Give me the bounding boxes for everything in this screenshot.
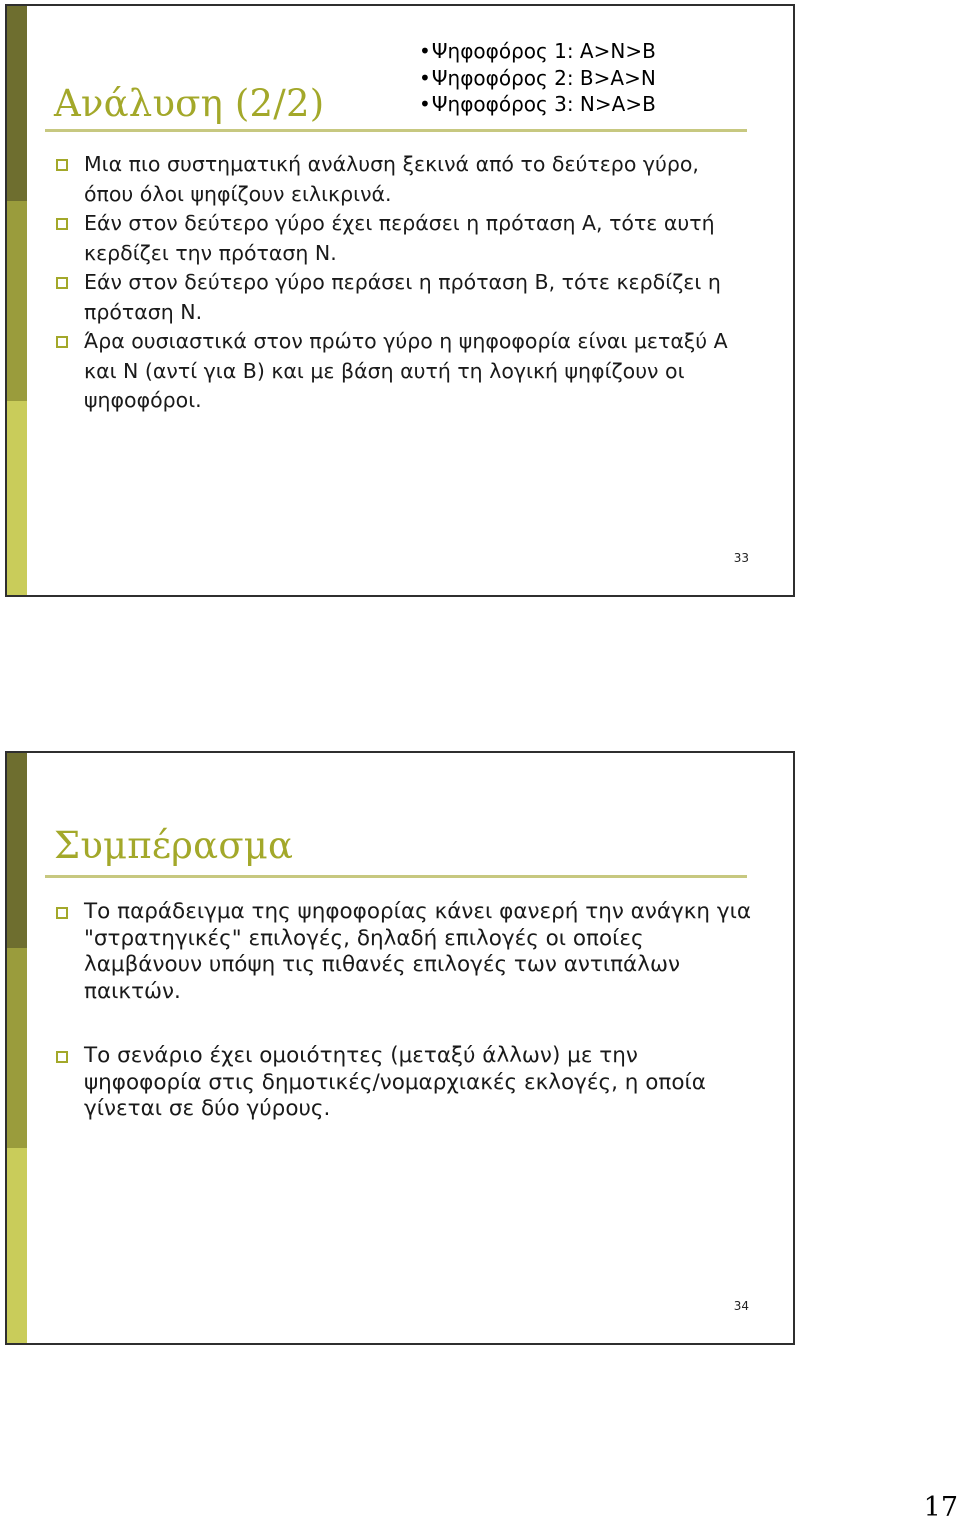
slide-34 xyxy=(5,751,795,1345)
slide-sidebar-bar xyxy=(7,753,27,1343)
slide-sidebar-bar xyxy=(7,6,27,595)
voter-preference: • Ψηφοφόρος 1: A>N>B xyxy=(419,38,656,65)
bullet-item xyxy=(54,209,754,268)
slide-title: Ανάλυση (2/2) xyxy=(54,82,325,125)
bullet-text: Εάν στον δεύτερο γύρο περάσει η πρόταση Β, τότε κερδίζει η πρόταση Ν. xyxy=(84,270,721,324)
square-bullet-icon xyxy=(56,336,68,348)
sheet-page-number: 17 xyxy=(923,1492,958,1523)
slide-page-number: 33 xyxy=(733,551,749,565)
slide-title: Συμπέρασμα xyxy=(54,824,294,867)
bullet-list xyxy=(54,899,754,1123)
slide-33 xyxy=(5,4,795,597)
square-bullet-icon xyxy=(56,218,68,230)
square-bullet-icon xyxy=(56,159,68,171)
square-bullet-icon xyxy=(56,907,68,919)
bullet-list xyxy=(54,150,754,416)
bullet-text: Μια πιο συστηματική ανάλυση ξεκινά από το δεύτερο γύρο, όπου όλοι ψηφίζουν ειλικρινά. xyxy=(84,152,699,206)
bullet-item xyxy=(54,899,754,1005)
bullet-text: Εάν στον δεύτερο γύρο έχει περάσει η πρόταση Α, τότε αυτή κερδίζει την πρόταση Ν. xyxy=(84,211,715,265)
voter-preference: • Ψηφοφόρος 3: N>A>B xyxy=(419,91,656,118)
bullet-item xyxy=(54,268,754,327)
square-bullet-icon xyxy=(56,277,68,289)
title-divider xyxy=(45,129,747,132)
bullet-item xyxy=(54,327,754,416)
voter-preference: • Ψηφοφόρος 2: B>A>N xyxy=(419,65,656,92)
bullet-item xyxy=(54,1043,754,1123)
slide-page-number: 34 xyxy=(733,1299,749,1313)
bullet-text: Άρα ουσιαστικά στον πρώτο γύρο η ψηφοφορία είναι μεταξύ Α και Ν (αντί για Β) και με βάση αυτή τη λογική ψηφίζουν οι ψηφοφόροι. xyxy=(84,329,728,412)
voter-preferences-list xyxy=(419,38,656,118)
bullet-text: Το σενάριο έχει ομοιότητες (μεταξύ άλλων) με την ψηφοφορία στις δημοτικές/νομαρχιακές εκλογές, η οποία γίνεται σε δύο γύρους. xyxy=(84,1043,706,1121)
bullet-item xyxy=(54,150,754,209)
title-divider xyxy=(45,875,747,878)
bullet-text: Το παράδειγμα της ψηφοφορίας κάνει φανερή την ανάγκη για "στρατηγικές" επιλογές, δηλαδή επιλογές οι οποίες λαμβάνουν υπόψη τις πιθανές επιλογές των αντιπάλων παικτών. xyxy=(84,899,752,1004)
square-bullet-icon xyxy=(56,1051,68,1063)
